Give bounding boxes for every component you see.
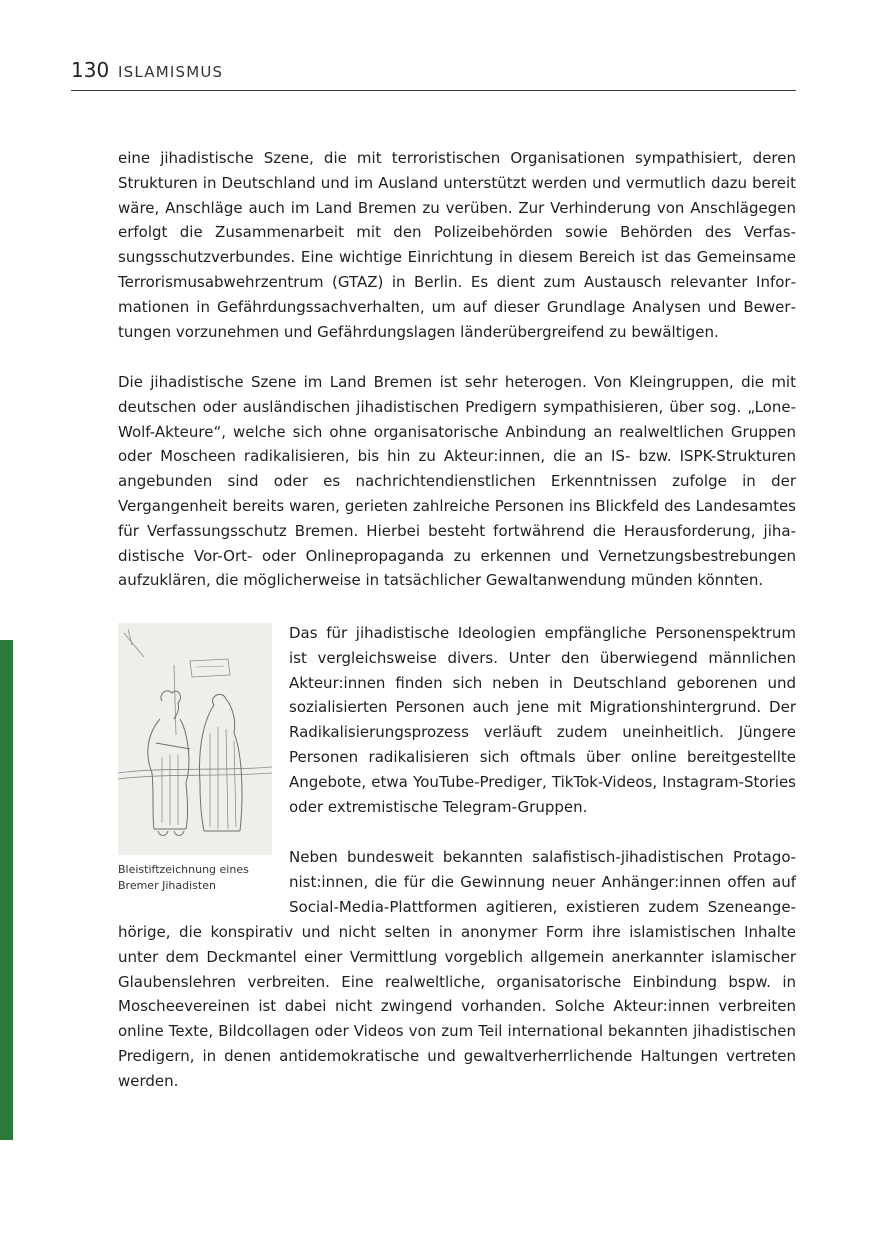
green-margin-bar xyxy=(0,640,13,1140)
paragraph-intro: eine jihadistische Szene, die mit terroristischen Organisationen sympathisiert, deren Strukturen in Deutschland und im Ausland unterstützt werden und vermutlich dazu bereit wäre, Anschläge auch im Land Bremen zu verüben. Zur Verhinderung von Anschlägegen erfolgt die Zusammenarbeit mit den Polizeibehörden sowie Behörden des Verfassungsschutzverbundes. Eine wichtige Einrichtung in diesem Bereich ist das Gemeinsame Terrorismusabwehrzentrum (GTAZ) in Berlin. Es dient zum Austausch relevanter Informationen in Gefährdungssachverhalten, um auf dieser Grundlage Analysen und Bewertungen vorzunehmen und Gefährdungslagen länderübergreifend zu bewältigen. xyxy=(118,149,796,341)
page-header xyxy=(71,56,796,91)
section-title: ISLAMISMUS xyxy=(118,63,224,81)
paragraph-protagonists-continued: hörige, die konspirativ und nicht selten in anonymer Form ihre islamistischen Inhalte unter dem Deckmantel einer Vermittlung vorgeblich allgemein anerkannter islamischer Glaubenslehren verbreiten. Eine realweltliche, organisatorische Einbindung bspw. in Moscheevereinen ist dabei nicht zwingend vorhanden. Solche Akteur:innen verbreiten online Texte, Bildcollagen oder Videos von zum Teil international bekannten jihadistischen Predigern, in denen antidemokratische und gewaltverherrlichende Haltungen vertreten werden. xyxy=(118,923,796,1090)
pencil-drawing-figure xyxy=(118,623,272,855)
paragraph-protagonists-start: Neben bundesweit bekannten salafistisch-jihadistischen Protagonist:innen, die für die Gewinnung neuer Anhänger:innen offen auf Social-Media-Plattformen agitieren, existieren zudem Szeneange- xyxy=(289,848,796,916)
page-number: 130 xyxy=(71,58,110,82)
figure-caption: Bleistiftzeichnung eines Bremer Jihadisten xyxy=(118,863,249,892)
paragraph-spectrum: Das für jihadistische Ideologien empfängliche Personenspektrum ist vergleichsweise divers. Unter den überwiegend männlichen Akteur:innen finden sich neben in Deutschland geborenen und sozialisierten Personen auch jene mit Migrationshintergrund. Der Radikalisierungsprozess verläuft zudem uneinheitlich. Jüngere Personen radikalisieren sich oftmals über online bereitgestellte Angebote, etwa YouTube-Prediger, TikTok-Videos, Instagram-Stories oder extremistische Telegram-Gruppen. xyxy=(289,624,796,816)
paragraph-scene: Die jihadistische Szene im Land Bremen ist sehr heterogen. Von Kleingruppen, die mit deutschen oder ausländischen jihadistischen Predigern sympathisieren, über sog. „Lone-Wolf-Akteure“, welche sich ohne organisatorische Anbindung an realweltlichen Gruppen oder Moscheen radikalisieren, bis hin zu Akteur:innen, die an IS- bzw. ISPK-Strukturen angebunden sind oder es nachrichtendienstlichen Erkenntnissen zufolge in der Vergangenheit bereits waren, gerieten zahlreiche Personen ins Blickfeld des Landesamtes für Verfassungsschutz Bremen. Hierbei besteht fortwährend die Herausforderung, jihadistische Vor-Ort- oder Onlinepropaganda zu erkennen und Vernetzungsbestrebungen aufzuklären, die möglicherweise in tatsächlicher Gewaltanwendung münden könnten. xyxy=(118,373,796,590)
pencil-drawing-image xyxy=(118,623,272,855)
